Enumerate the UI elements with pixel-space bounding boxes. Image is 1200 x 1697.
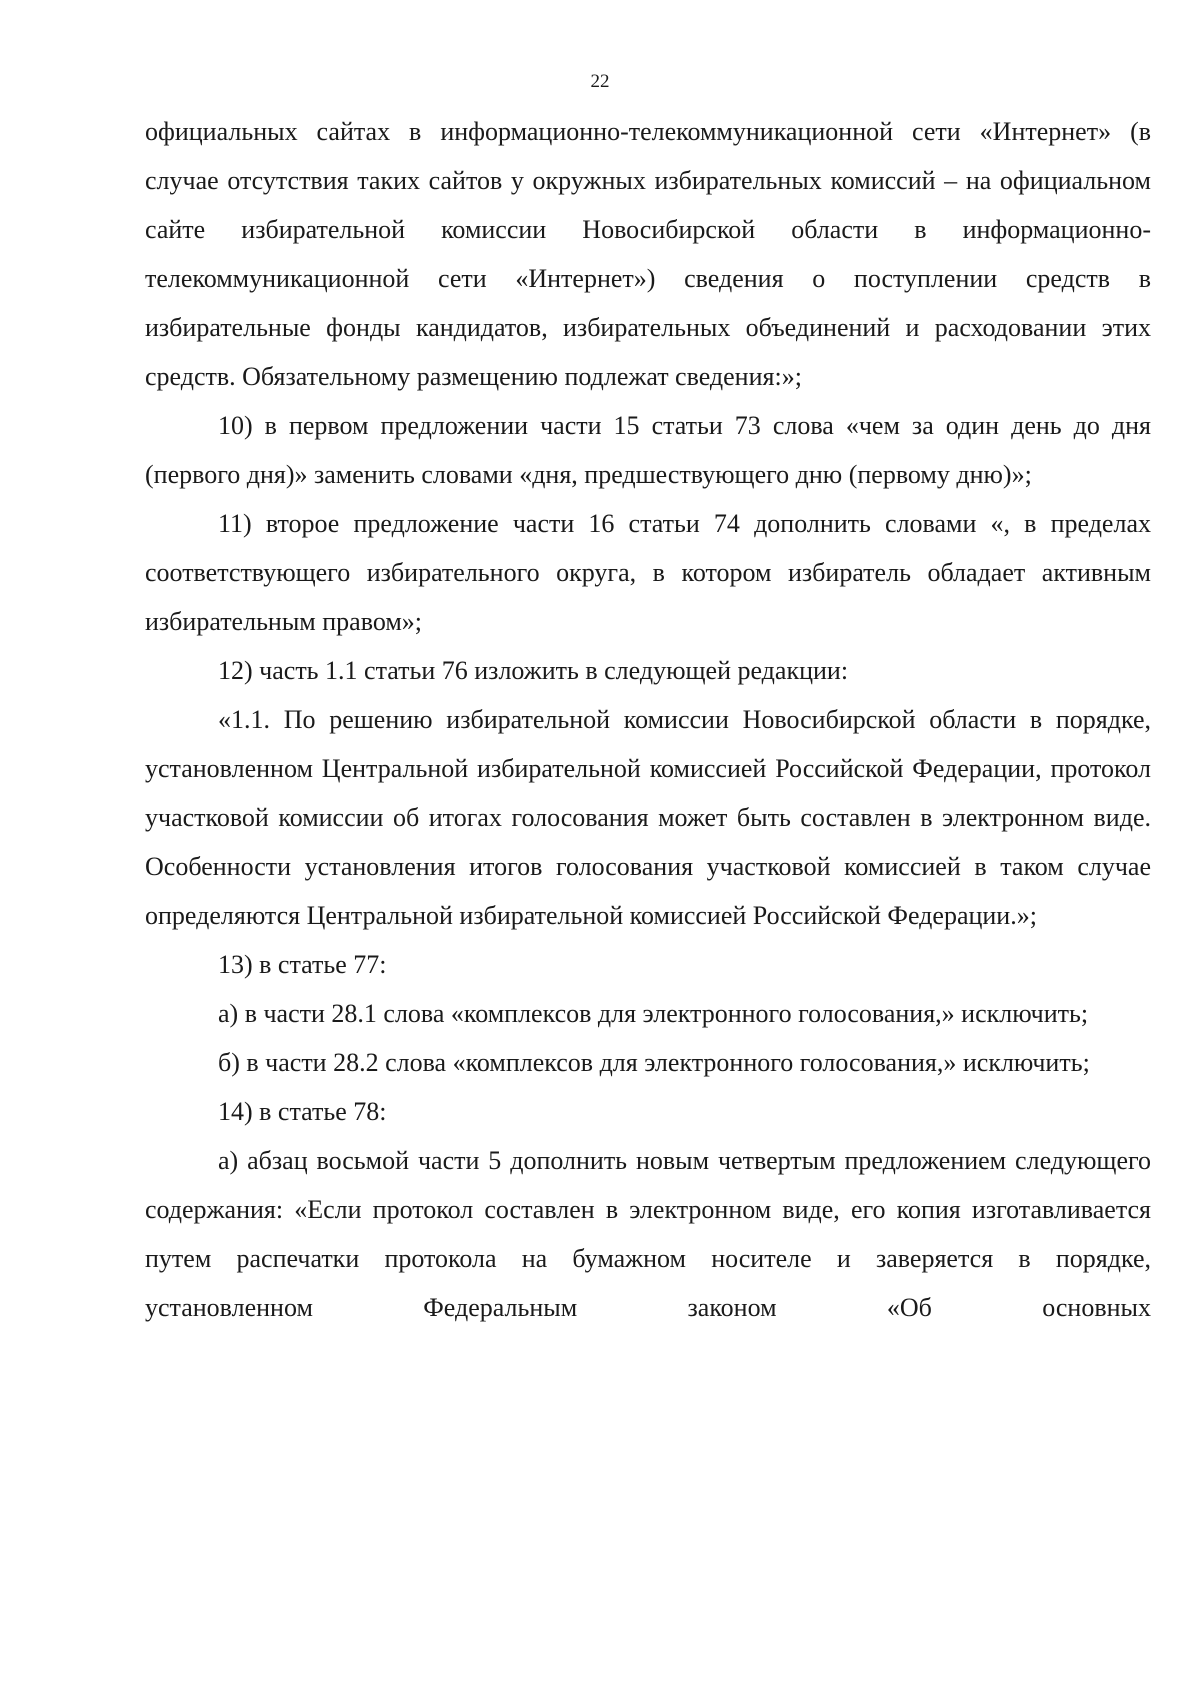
paragraph-item-12: 12) часть 1.1 статьи 76 изложить в следующей редакции: [218, 656, 849, 685]
paragraph-item-13-a: а) в части 28.1 слова «комплексов для электронного голосования,» исключить; [218, 999, 1089, 1028]
page-number: 22 [590, 71, 610, 92]
paragraph-item-11: 11) второе предложение части 16 статьи 74 дополнить словами «, в пределах соответствующего избирательного округа, в котором избиратель обладает активным избирательным правом»; [145, 509, 1151, 636]
paragraph-item-13: 13) в статье 77: [218, 950, 387, 979]
paragraph-item-14-a: а) абзац восьмой части 5 дополнить новым четвертым предложением следующего содержания: «Если протокол составлен в электронном виде, его копия изготавливается путем распечатки протокола на бумажном носителе и заверяется в порядке, установленном Федеральным законом «Об основных [145, 1146, 1151, 1322]
paragraph-continuation: официальных сайтах в информационно-телекоммуникационной сети «Интернет» (в случае отсутствия таких сайтов у окружных избирательных комиссий – на официальном сайте избирательной комиссии Новосибирской области в информационно-телекоммуникационной сети «Интернет») сведения о поступлении средств в избирательные фонды кандидатов, избирательных объединений и расходовании этих средств. Обязательному размещению подлежат сведения:»; [145, 117, 1151, 391]
paragraph-item-14: 14) в статье 78: [218, 1097, 387, 1126]
paragraph-quote-1-1: «1.1. По решению избирательной комиссии Новосибирской области в порядке, установленном Центральной избирательной комиссией Российской Федерации, протокол участковой комиссии об итогах голосования может быть составлен в электронном виде. Особенности установления итогов голосования участковой комиссией в таком случае определяются Центральной избирательной комиссией Российской Федерации.»; [145, 705, 1151, 930]
paragraph-item-10: 10) в первом предложении части 15 статьи 73 слова «чем за один день до дня (первого дня)» заменить словами «дня, предшествующего дню (первому дню)»; [145, 411, 1151, 489]
paragraph-item-13-b: б) в части 28.2 слова «комплексов для электронного голосования,» исключить; [218, 1048, 1090, 1077]
document-body [145, 107, 1151, 1332]
